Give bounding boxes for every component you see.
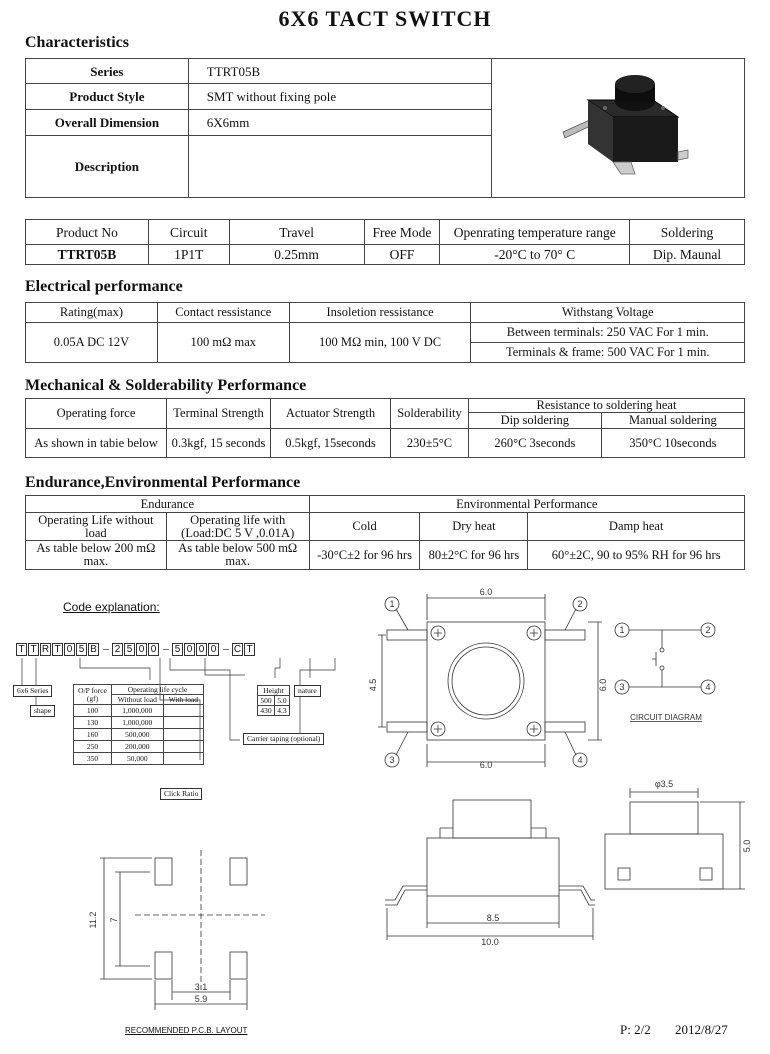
height-cell: 430 bbox=[258, 706, 275, 716]
temp-range: -20°C to 70° C bbox=[440, 245, 630, 265]
pcb-layout-drawing bbox=[80, 840, 260, 1020]
damp-value: 60°±2C, 90 to 95% RH for 96 hrs bbox=[528, 541, 745, 570]
height-cell: 4.3 bbox=[274, 706, 289, 716]
insulation-value: 100 MΩ min, 100 V DC bbox=[289, 323, 471, 363]
col-operating-force: Operating force bbox=[26, 399, 167, 429]
dim-right-height: 6.0 bbox=[598, 678, 608, 692]
dim-112: 11.2 bbox=[88, 911, 98, 929]
dry-value: 80±2°C for 96 hrs bbox=[420, 541, 528, 570]
height-header: Height bbox=[258, 686, 290, 696]
col-cold: Cold bbox=[309, 513, 420, 541]
code-char-box: 0 bbox=[208, 643, 219, 656]
pin-3-label: 3 bbox=[389, 755, 395, 765]
circuit-diagram bbox=[612, 618, 722, 728]
life-cell bbox=[163, 753, 203, 765]
life-row: 100 bbox=[74, 705, 112, 717]
click-ratio-tag: Click Ratio bbox=[160, 788, 202, 800]
soldering: Dip. Maunal bbox=[630, 245, 745, 265]
col-dry: Dry heat bbox=[420, 513, 528, 541]
col-rating: Rating(max) bbox=[26, 303, 158, 323]
shape-tag: shape bbox=[30, 705, 55, 717]
page-number: P: 2/2 bbox=[620, 1022, 651, 1037]
col-life-load: Operating life with (Load:DC 5 V ,0.01A) bbox=[166, 513, 309, 541]
code-char-box: B bbox=[88, 643, 99, 656]
dim-45: 4.5 bbox=[368, 678, 378, 692]
col-temp: Openrating temperature range bbox=[440, 220, 630, 245]
style-label: Product Style bbox=[26, 84, 189, 110]
col-life-no-load: Operating Life without load bbox=[26, 513, 167, 541]
code-char-box: 0 bbox=[196, 643, 207, 656]
manual-value: 350°C 10seconds bbox=[601, 429, 744, 458]
dim-31: 3.1 bbox=[194, 982, 208, 992]
cd-pin-4: 4 bbox=[705, 682, 711, 692]
rating-value: 0.05A DC 12V bbox=[26, 323, 158, 363]
page-title: 6X6 TACT SWITCH bbox=[278, 6, 492, 31]
col-soldering: Soldering bbox=[630, 220, 745, 245]
top-view-drawing bbox=[370, 582, 610, 777]
side-view-drawing bbox=[385, 800, 595, 950]
with-load-header: With load bbox=[163, 695, 203, 705]
withstand-frame: Terminals & frame: 500 VAC For 1 min. bbox=[471, 343, 745, 363]
dim-50: 5.0 bbox=[742, 839, 752, 853]
code-string: T T R T 0 5 B – 2 5 0 0 – 5 0 0 0 – C T bbox=[16, 639, 256, 657]
nature-tag: nature bbox=[294, 685, 321, 697]
col-terminal-strength: Terminal Strength bbox=[167, 399, 271, 429]
code-char-box: T bbox=[16, 643, 27, 656]
life-cycle-table bbox=[73, 684, 204, 765]
product-photo bbox=[492, 59, 745, 198]
carrier-tag: Carrier taping (optional) bbox=[243, 733, 324, 745]
code-char-box: 0 bbox=[148, 643, 159, 656]
code-heading: Code explanation: bbox=[63, 600, 160, 614]
height-cell: 500 bbox=[258, 696, 275, 706]
col-travel: Travel bbox=[229, 220, 364, 245]
col-contact: Contact ressistance bbox=[157, 303, 289, 323]
life-cell: 500,000 bbox=[112, 729, 164, 741]
circuit-diagram-label: CIRCUIT DIAGRAM bbox=[630, 713, 702, 722]
life-cell bbox=[163, 705, 203, 717]
series-value: TTRT05B bbox=[188, 59, 491, 84]
description-label: Description bbox=[26, 136, 189, 198]
life-cell: 200,000 bbox=[112, 741, 164, 753]
code-char-box: T bbox=[28, 643, 39, 656]
series-tag: 6x6 Series bbox=[13, 685, 52, 697]
environment-group: Environmental Performance bbox=[309, 496, 744, 513]
cd-pin-3: 3 bbox=[619, 682, 625, 692]
free-mode: OFF bbox=[364, 245, 440, 265]
life-cell: 50,000 bbox=[112, 753, 164, 765]
code-char-box: 5 bbox=[172, 643, 183, 656]
endurance-heading: Endurance,Environmental Performance bbox=[25, 474, 301, 491]
col-resistance-heat: Resistance to soldering heat bbox=[469, 399, 745, 413]
life-no-load-value: As table below 200 mΩ max. bbox=[26, 541, 167, 570]
contact-value: 100 mΩ max bbox=[157, 323, 289, 363]
characteristics-heading: Characteristics bbox=[25, 34, 129, 51]
actuator-strength-value: 0.5kgf, 15seconds bbox=[271, 429, 391, 458]
mechanical-table bbox=[25, 398, 745, 458]
product-no: TTRT05B bbox=[26, 245, 149, 265]
cd-pin-2: 2 bbox=[705, 625, 711, 635]
pin-4-label: 4 bbox=[577, 755, 583, 765]
date: 2012/8/27 bbox=[675, 1022, 728, 1037]
col-circuit: Circuit bbox=[148, 220, 229, 245]
switch-image bbox=[543, 72, 693, 182]
pin-1-label: 1 bbox=[389, 599, 395, 609]
life-cell bbox=[163, 741, 203, 753]
withstand-terminals: Between terminals: 250 VAC For 1 min. bbox=[471, 323, 745, 343]
dim-7: 7 bbox=[109, 917, 119, 923]
dimension-value: 6X6mm bbox=[188, 110, 491, 136]
dim-59: 5.9 bbox=[194, 994, 208, 1004]
code-char-box: 5 bbox=[124, 643, 135, 656]
col-solderability: Solderability bbox=[391, 399, 469, 429]
circuit: 1P1T bbox=[148, 245, 229, 265]
col-free-mode: Free Mode bbox=[364, 220, 440, 245]
dim-85: 8.5 bbox=[486, 913, 500, 923]
col-actuator-strength: Actuator Strength bbox=[271, 399, 391, 429]
col-damp: Damp heat bbox=[528, 513, 745, 541]
dim-top-width: 6.0 bbox=[479, 587, 493, 597]
pin-2-label: 2 bbox=[577, 599, 583, 609]
code-char-box: T bbox=[244, 643, 255, 656]
operating-force-value: As shown in tabie below bbox=[26, 429, 167, 458]
height-table bbox=[257, 685, 290, 716]
endurance-group: Endurance bbox=[26, 496, 310, 513]
terminal-strength-value: 0.3kgf, 15 seconds bbox=[167, 429, 271, 458]
endurance-table bbox=[25, 495, 745, 570]
life-row: 250 bbox=[74, 741, 112, 753]
col-withstand: Withstang Voltage bbox=[471, 303, 745, 323]
code-char-box: 0 bbox=[136, 643, 147, 656]
life-cell bbox=[163, 729, 203, 741]
cold-value: -30°C±2 for 96 hrs bbox=[309, 541, 420, 570]
electrical-heading: Electrical performance bbox=[25, 278, 183, 295]
code-char-box: 0 bbox=[64, 643, 75, 656]
solderability-value: 230±5°C bbox=[391, 429, 469, 458]
characteristics-table bbox=[25, 58, 745, 198]
life-row: 350 bbox=[74, 753, 112, 765]
life-cell: 1,000,000 bbox=[112, 705, 164, 717]
dimension-label: Overall Dimension bbox=[26, 110, 189, 136]
col-manual: Manual soldering bbox=[601, 413, 744, 429]
col-product-no: Product No bbox=[26, 220, 149, 245]
life-cycle-header: Operating life cycle bbox=[112, 685, 204, 695]
dim-35: φ3.5 bbox=[654, 779, 674, 789]
pcb-label: RECOMMENDED P.C.B. LAYOUT bbox=[125, 1026, 248, 1035]
without-load-header: Without load bbox=[112, 695, 164, 705]
life-cell bbox=[163, 717, 203, 729]
series-label: Series bbox=[26, 59, 189, 84]
code-char-box: T bbox=[52, 643, 63, 656]
description-value bbox=[188, 136, 491, 198]
product-table bbox=[25, 219, 745, 265]
cd-pin-1: 1 bbox=[619, 625, 625, 635]
life-row: 130 bbox=[74, 717, 112, 729]
life-row: 160 bbox=[74, 729, 112, 741]
travel: 0.25mm bbox=[229, 245, 364, 265]
col-dip: Dip soldering bbox=[469, 413, 602, 429]
code-char-box: 0 bbox=[184, 643, 195, 656]
code-char-box: C bbox=[233, 644, 242, 655]
op-force-header: O/P force (gf) bbox=[74, 685, 112, 705]
dip-value: 260°C 3seconds bbox=[469, 429, 602, 458]
life-cell: 1,000,000 bbox=[112, 717, 164, 729]
code-char-box: 2 bbox=[112, 643, 123, 656]
dim-100: 10.0 bbox=[481, 937, 499, 947]
life-load-value: As table below 500 mΩ max. bbox=[166, 541, 309, 570]
dim-bottom-width: 6.0 bbox=[479, 760, 493, 770]
electrical-table bbox=[25, 302, 745, 363]
mechanical-heading: Mechanical & Solderability Performance bbox=[25, 377, 307, 394]
style-value: SMT without fixing pole bbox=[188, 84, 491, 110]
height-cell: 5.0 bbox=[274, 696, 289, 706]
col-insulation: Insoletion ressistance bbox=[289, 303, 471, 323]
end-view-drawing bbox=[600, 778, 760, 918]
code-char-box: R bbox=[41, 644, 50, 655]
code-char-box: 5 bbox=[76, 643, 87, 656]
